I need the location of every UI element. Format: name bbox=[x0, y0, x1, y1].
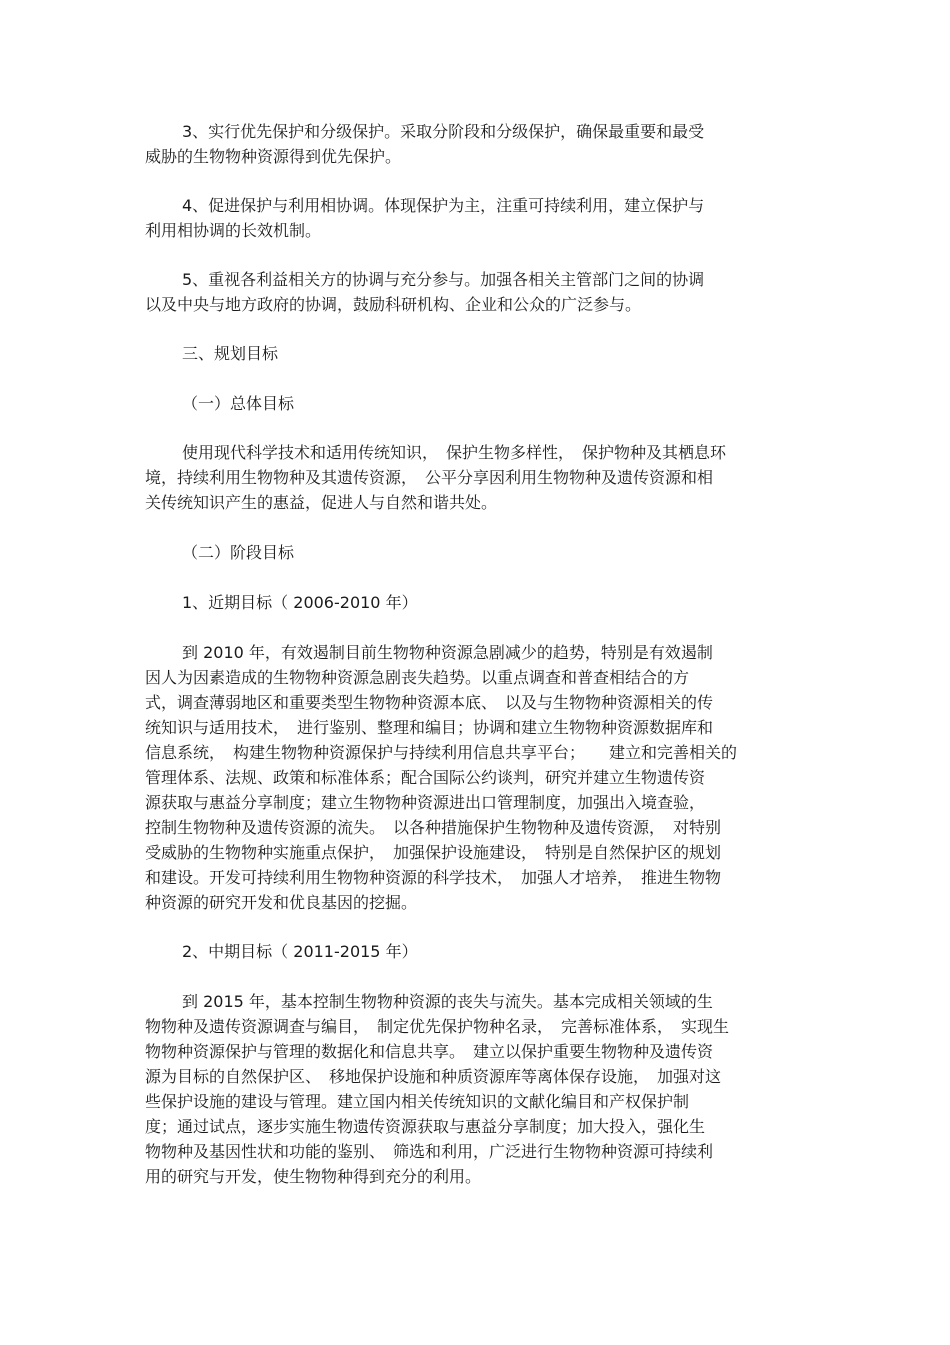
text-line: 因人为因素造成的生物物种资源急剧丧失趋势。以重点调查和普查相结合的方 bbox=[145, 668, 690, 687]
text-line: 度；通过试点，逐步实施生物遗传资源获取与惠益分享制度；加大投入，强化生 bbox=[145, 1117, 706, 1136]
text-line: 到 2015 年，基本控制生物物种资源的丧失与流失。基本完成相关领域的生 bbox=[182, 992, 713, 1011]
text-line: 境，持续利用生物物种及其遗传资源， 公平分享因利用生物物种及遗传资源和相 bbox=[145, 468, 714, 487]
text-line: 管理体系、法规、政策和标准体系；配合国际公约谈判，研究并建立生物遗传资 bbox=[145, 768, 706, 787]
text-line: 种资源的研究开发和优良基因的挖掘。 bbox=[145, 893, 418, 912]
subheading-mid-term-goal: 2、中期目标（ 2011-2015 年） bbox=[182, 942, 418, 961]
text-line: 物物种资源保护与管理的数据化和信息共享。 建立以保护重要生物物种及遗传资 bbox=[145, 1042, 714, 1061]
text-line: 物物种及基因性状和功能的鉴别、 筛选和利用，广泛进行生物物种资源可持续利 bbox=[145, 1142, 714, 1161]
text-line: 使用现代科学技术和适用传统知识， 保护生物多样性， 保护物种及其栖息环 bbox=[182, 443, 727, 462]
text-line: 3、实行优先保护和分级保护。采取分阶段和分级保护，确保最重要和最受 bbox=[182, 122, 705, 141]
text-line: 利用相协调的长效机制。 bbox=[145, 221, 322, 240]
text-line: 统知识与适用技术， 进行鉴别、整理和编目；协调和建立生物物种资源数据库和 bbox=[145, 718, 714, 737]
text-line: 用的研究与开发，使生物物种得到充分的利用。 bbox=[145, 1167, 482, 1186]
text-line: 5、重视各利益相关方的协调与充分参与。加强各相关主管部门之间的协调 bbox=[182, 270, 705, 289]
text-line: 和建设。开发可持续利用生物物种资源的科学技术， 加强人才培养， 推进生物物 bbox=[145, 868, 722, 887]
subheading-stage-goals: （二）阶段目标 bbox=[182, 543, 295, 562]
subheading-overall-goal: （一）总体目标 bbox=[182, 394, 295, 413]
text-line: 源获取与惠益分享制度；建立生物物种资源进出口管理制度，加强出入境查验， bbox=[145, 793, 706, 812]
text-line: 物物种及遗传资源调查与编目， 制定优先保护物种名录， 完善标准体系， 实现生 bbox=[145, 1017, 730, 1036]
section-heading-planning-goals: 三、规划目标 bbox=[182, 344, 279, 363]
text-line: 信息系统， 构建生物物种资源保护与持续利用信息共享平台； 建立和完善相关的 bbox=[145, 743, 738, 762]
text-line: 式，调查薄弱地区和重要类型生物物种资源本底、 以及与生物物种资源相关的传 bbox=[145, 693, 714, 712]
text-line: 到 2010 年，有效遏制目前生物物种资源急剧减少的趋势，特别是有效遏制 bbox=[182, 643, 713, 662]
text-line: 以及中央与地方政府的协调，鼓励科研机构、企业和公众的广泛参与。 bbox=[145, 295, 642, 314]
text-line: 关传统知识产生的惠益，促进人与自然和谐共处。 bbox=[145, 493, 498, 512]
text-line: 受威胁的生物物种实施重点保护， 加强保护设施建设， 特别是自然保护区的规划 bbox=[145, 843, 722, 862]
text-line: 源为目标的自然保护区、 移地保护设施和种质资源库等离体保存设施， 加强对这 bbox=[145, 1067, 722, 1086]
text-line: 4、促进保护与利用相协调。体现保护为主，注重可持续利用，建立保护与 bbox=[182, 196, 705, 215]
text-line: 威胁的生物物种资源得到优先保护。 bbox=[145, 147, 402, 166]
text-line: 些保护设施的建设与管理。建立国内相关传统知识的文献化编目和产权保护制 bbox=[145, 1092, 690, 1111]
subheading-short-term-goal: 1、近期目标（ 2006-2010 年） bbox=[182, 593, 418, 612]
text-line: 控制生物物种及遗传资源的流失。 以各种措施保护生物物种及遗传资源， 对特别 bbox=[145, 818, 722, 837]
